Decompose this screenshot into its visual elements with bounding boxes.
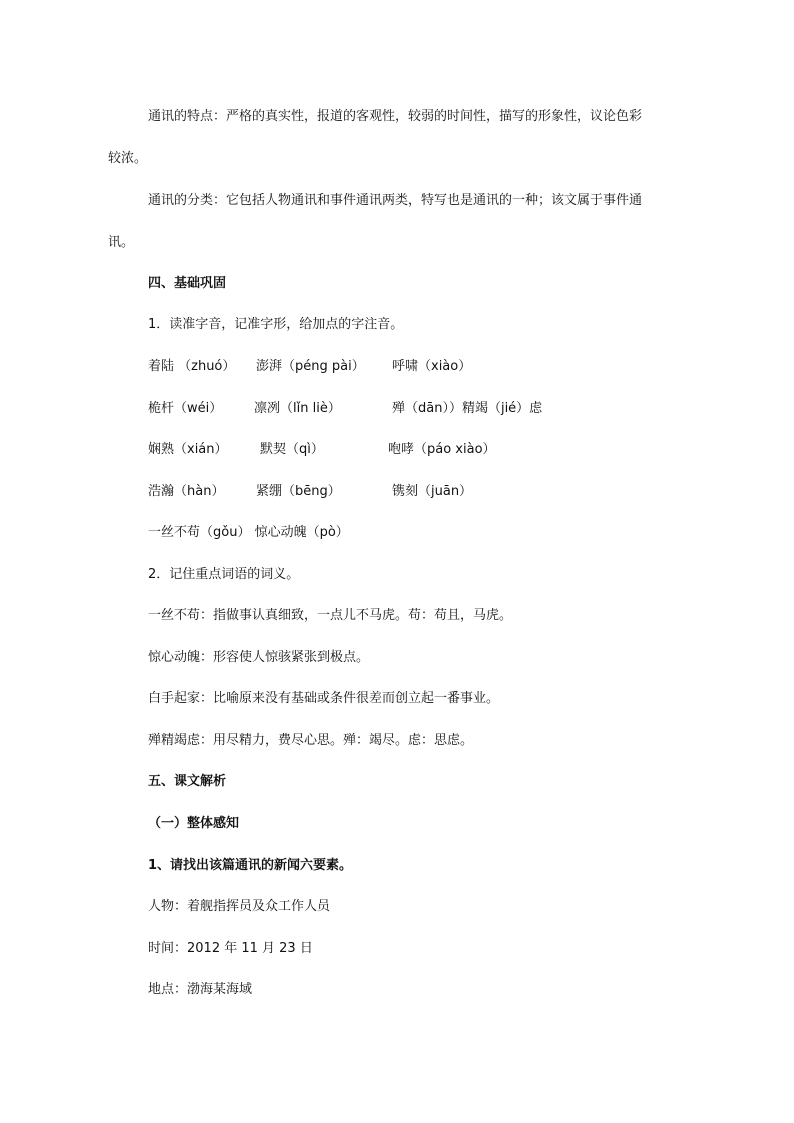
- paragraph-features-line2: 较浓。: [108, 151, 148, 166]
- pinyin-item: 澎湃（péng pài）: [256, 359, 365, 374]
- pinyin-item: 紧绷（bēng）: [256, 484, 341, 499]
- subsection-heading: （一）整体感知: [148, 816, 240, 831]
- paragraph-features-line1: 通讯的特点：严格的真实性，报道的客观性，较弱的时间性，描写的形象性，议论色彩: [148, 109, 643, 124]
- pinyin-item: 着陆 （zhuó）: [148, 359, 236, 374]
- paragraph-types-line2: 讯。: [108, 235, 135, 250]
- pinyin-item: 娴熟（xián）: [148, 442, 228, 457]
- answer-people: 人物：着舰指挥员及众工作人员: [148, 899, 331, 914]
- definition-3: 白手起家：比喻原来没有基础或条件很差而创立起一番事业。: [148, 691, 500, 706]
- definition-4: 殚精竭虑：用尽精力，费尽心思。殚：竭尽。虑：思虑。: [148, 733, 474, 748]
- question-3: 1、请找出该篇通讯的新闻六要素。: [148, 858, 353, 873]
- pinyin-item: 镌刻（juān）: [392, 484, 473, 499]
- pinyin-item: 殚（dān））精竭（jié）虑: [392, 401, 543, 416]
- pinyin-row-idioms: 一丝不苟（gǒu） 惊心动魄（pò）: [148, 525, 349, 540]
- definition-2: 惊心动魄：形容使人惊骇紧张到极点。: [148, 650, 370, 665]
- section-heading-5: 五、课文解析: [148, 774, 227, 789]
- paragraph-types-line1: 通讯的分类：它包括人物通讯和事件通讯两类，特写也是通讯的一种；该文属于事件通: [148, 193, 643, 208]
- question-2: 2．记住重点词语的词义。: [148, 567, 300, 582]
- definition-1: 一丝不苟：指做事认真细致，一点儿不马虎。苟：苟且，马虎。: [148, 608, 513, 623]
- pinyin-item: 浩瀚（hàn）: [148, 484, 225, 499]
- pinyin-item: 默契（qì）: [260, 442, 324, 457]
- question-1: 1．读准字音，记准字形，给加点的字注音。: [148, 317, 404, 332]
- section-heading-4: 四、基础巩固: [148, 276, 227, 291]
- pinyin-item: 咆哮（páo xiào）: [388, 442, 496, 457]
- answer-place: 地点：渤海某海域: [148, 982, 253, 997]
- pinyin-item: 呼啸（xiào）: [392, 359, 472, 374]
- pinyin-item: 桅杆（wéi）: [148, 401, 223, 416]
- answer-time: 时间：2012 年 11 月 23 日: [148, 941, 313, 956]
- pinyin-item: 凛冽（lǐn liè）: [254, 401, 341, 416]
